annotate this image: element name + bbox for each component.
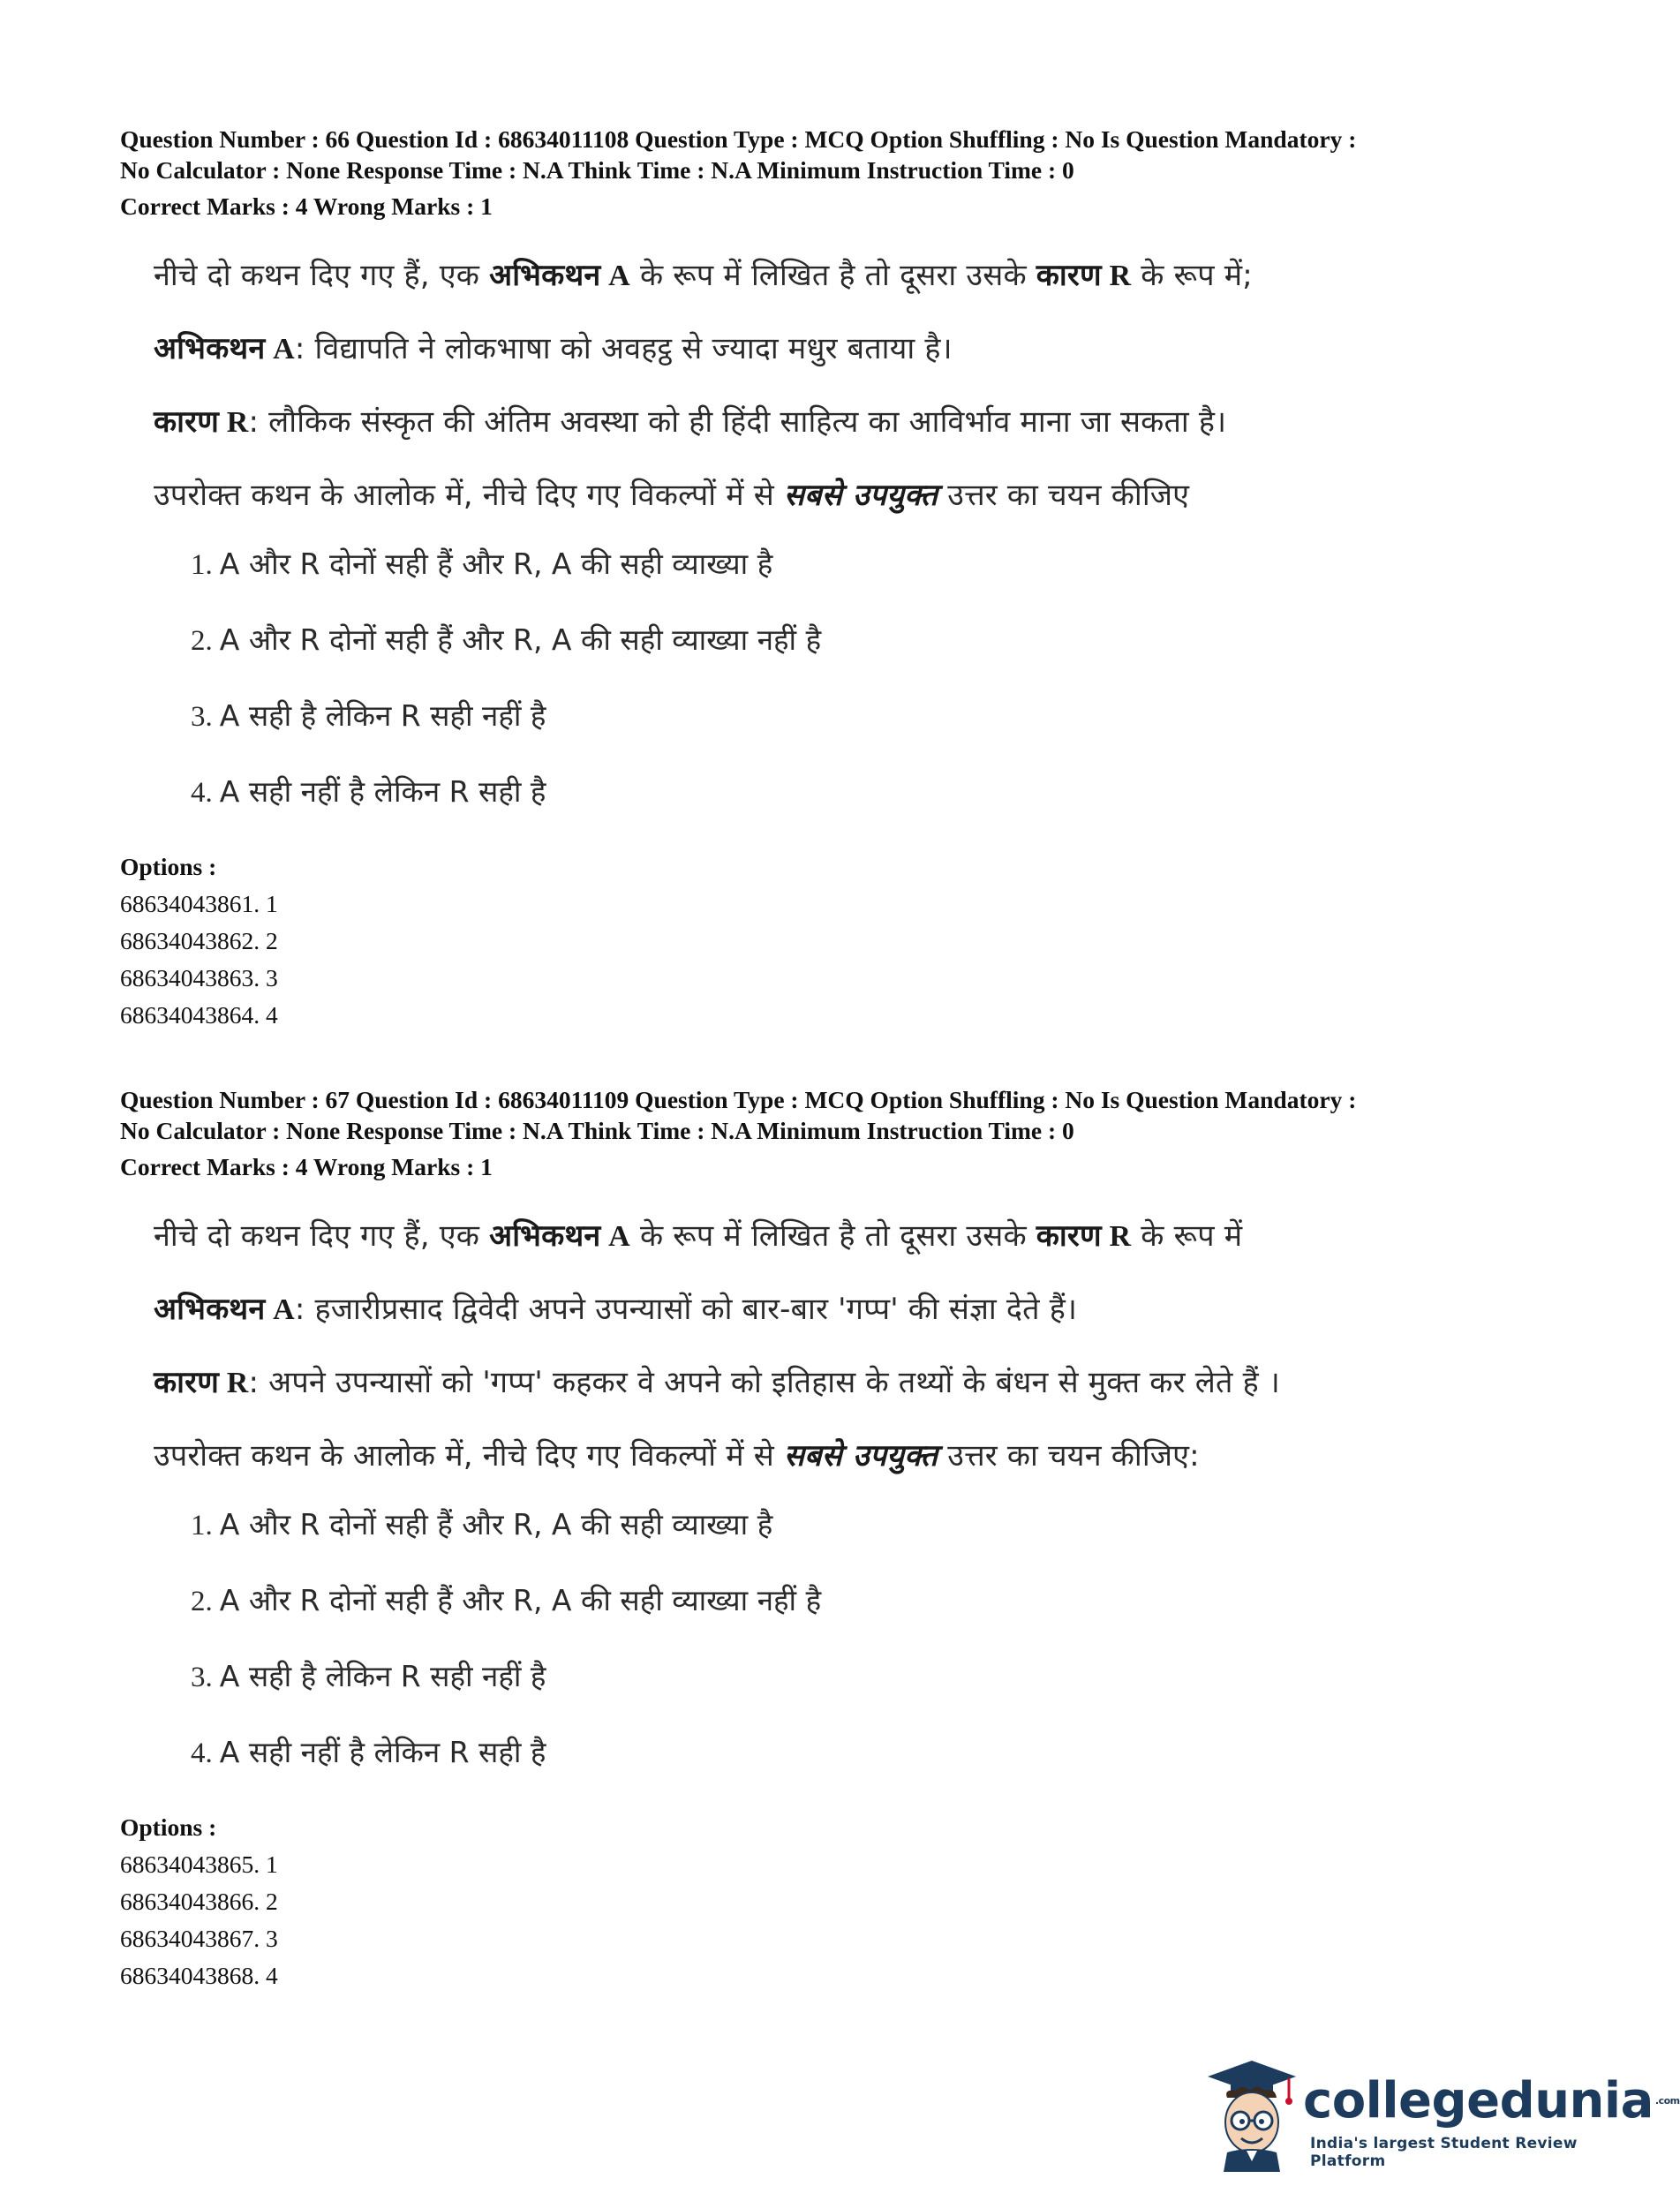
choice-number: 3. <box>191 701 213 733</box>
choice-number: 3. <box>191 1662 213 1693</box>
intro-text: के रूप में लिखित है तो दूसरा उसके <box>629 1218 1036 1254</box>
collegedunia-logo <box>1201 2057 1680 2172</box>
choice-number: 2. <box>191 1586 213 1617</box>
answer-choice <box>191 546 1533 584</box>
logo-name: collegedunia <box>1303 2072 1654 2129</box>
options-heading: Options : <box>120 1813 217 1841</box>
option-id: 68634043863. 3 <box>120 964 278 991</box>
choice-text: A और R दोनों सही हैं और R, A की सही व्याख्या है <box>219 1507 773 1542</box>
question-marks: Correct Marks : 4 Wrong Marks : 1 <box>120 1153 493 1180</box>
question-meta-line-1: Question Number : 66 Question Id : 68634011108 Question Type : MCQ Option Shuffling : No Is Question Mandatory : <box>120 125 1357 153</box>
assertion-letter: A <box>600 1220 630 1253</box>
question-meta-line-2: No Calculator : None Response Time : N.A Think Time : N.A Minimum Instruction Time : 0 <box>120 156 1074 184</box>
intro-text: के रूप में लिखित है तो दूसरा उसके <box>629 258 1036 293</box>
option-id: 68634043867. 3 <box>120 1925 278 1952</box>
option-id: 68634043866. 2 <box>120 1888 278 1915</box>
student-mascot-icon <box>1201 2057 1307 2172</box>
options-list <box>120 848 1533 1034</box>
reason-label: कारण <box>154 1365 220 1400</box>
instruction-emphasis: सबसे उपयुक्त <box>783 1438 938 1474</box>
instruction-text: उपरोक्त कथन के आलोक में, नीचे दिए गए विकल्पों में से <box>154 478 784 513</box>
reason-text: : अपने उपन्यासों को 'गप्प' कहकर वे अपने को इतिहास के तथ्यों के बंधन से मुक्त कर लेते हैं । <box>248 1365 1280 1400</box>
logo-suffix: .com <box>1654 2095 1680 2107</box>
answer-choices <box>191 546 1533 811</box>
reason-letter: R <box>219 1367 249 1399</box>
intro-text: नीचे दो कथन दिए गए हैं, एक <box>154 1218 490 1254</box>
intro-text: के रूप में; <box>1131 258 1253 293</box>
logo-tagline: India's largest Student Review Platform <box>1310 2135 1578 2170</box>
question-block-67 <box>120 1084 1533 1994</box>
answer-choices <box>191 1506 1533 1772</box>
answer-choice <box>191 773 1533 811</box>
assertion-statement <box>154 1291 1533 1329</box>
assertion-letter: A <box>600 260 630 292</box>
stem-intro <box>154 1217 1533 1255</box>
choice-number: 2. <box>191 625 213 657</box>
option-id: 68634043861. 1 <box>120 890 278 917</box>
reason-statement <box>154 403 1533 441</box>
option-id: 68634043862. 2 <box>120 927 278 954</box>
reason-statement <box>154 1364 1533 1402</box>
intro-text: नीचे दो कथन दिए गए हैं, एक <box>154 258 490 293</box>
instruction-emphasis: सबसे उपयुक्त <box>783 478 938 513</box>
assertion-text: : हजारीप्रसाद द्विवेदी अपने उपन्यासों को बार-बार 'गप्प' की संज्ञा देते हैं। <box>294 1292 1078 1327</box>
choice-number: 4. <box>191 777 213 809</box>
answer-choice <box>191 1658 1533 1696</box>
options-heading: Options : <box>120 853 217 880</box>
question-marks: Correct Marks : 4 Wrong Marks : 1 <box>120 192 493 220</box>
reason-letter: R <box>1101 260 1132 292</box>
reason-word: कारण <box>1036 258 1102 293</box>
reason-word: कारण <box>1036 1218 1102 1254</box>
intro-text: के रूप में <box>1131 1218 1243 1254</box>
logo-wordmark <box>1303 2072 1680 2129</box>
instruction-text: उपरोक्त कथन के आलोक में, नीचे दिए गए विकल्पों में से <box>154 1438 784 1474</box>
answer-choice <box>191 1734 1533 1772</box>
choice-text: A सही है लेकिन R सही नहीं है <box>219 1659 546 1693</box>
assertion-letter: A <box>265 1293 295 1326</box>
question-block-66 <box>120 124 1533 1034</box>
reason-letter: R <box>1101 1220 1132 1253</box>
answer-choice <box>191 1506 1533 1544</box>
choice-text: A और R दोनों सही हैं और R, A की सही व्याख्या नहीं है <box>219 1583 822 1617</box>
assertion-letter: A <box>265 333 295 366</box>
question-stem <box>154 1217 1533 1772</box>
question-meta-line-1: Question Number : 67 Question Id : 68634011109 Question Type : MCQ Option Shuffling : No Is Question Mandatory : <box>120 1086 1357 1113</box>
stem-intro <box>154 257 1533 295</box>
instruction <box>154 1437 1533 1474</box>
answer-choice <box>191 622 1533 660</box>
assertion-text: : विद्यापति ने लोकभाषा को अवहट्ठ से ज्यादा मधुर बताया है। <box>294 331 953 366</box>
answer-choice <box>191 1582 1533 1620</box>
choice-text: A सही नहीं है लेकिन R सही है <box>219 1735 546 1769</box>
instruction-text: उत्तर का चयन कीजिए: <box>938 1438 1200 1474</box>
options-list <box>120 1809 1533 1994</box>
assertion-word: अभिकथन <box>489 258 601 293</box>
choice-text: A और R दोनों सही हैं और R, A की सही व्याख्या है <box>219 546 773 581</box>
assertion-word: अभिकथन <box>489 1218 601 1254</box>
assertion-statement <box>154 330 1533 368</box>
instruction-text: उत्तर का चयन कीजिए <box>938 478 1190 513</box>
assertion-label: अभिकथन <box>154 1292 266 1327</box>
choice-text: A और R दोनों सही हैं और R, A की सही व्याख्या नहीं है <box>219 622 822 657</box>
question-meta-line-2: No Calculator : None Response Time : N.A Think Time : N.A Minimum Instruction Time : 0 <box>120 1117 1074 1144</box>
choice-number: 4. <box>191 1737 213 1769</box>
reason-text: : लौकिक संस्कृत की अंतिम अवस्था को ही हिंदी साहित्य का आविर्भाव माना जा सकता है। <box>248 404 1227 440</box>
choice-number: 1. <box>191 549 213 581</box>
reason-letter: R <box>219 406 249 439</box>
choice-text: A सही नहीं है लेकिन R सही है <box>219 774 546 809</box>
question-stem <box>154 257 1533 811</box>
assertion-label: अभिकथन <box>154 331 266 366</box>
choice-number: 1. <box>191 1510 213 1542</box>
option-id: 68634043864. 4 <box>120 1001 278 1029</box>
reason-label: कारण <box>154 404 220 440</box>
answer-choice <box>191 697 1533 735</box>
choice-text: A सही है लेकिन R सही नहीं है <box>219 698 546 733</box>
option-id: 68634043868. 4 <box>120 1962 278 1989</box>
instruction <box>154 477 1533 514</box>
option-id: 68634043865. 1 <box>120 1851 278 1878</box>
